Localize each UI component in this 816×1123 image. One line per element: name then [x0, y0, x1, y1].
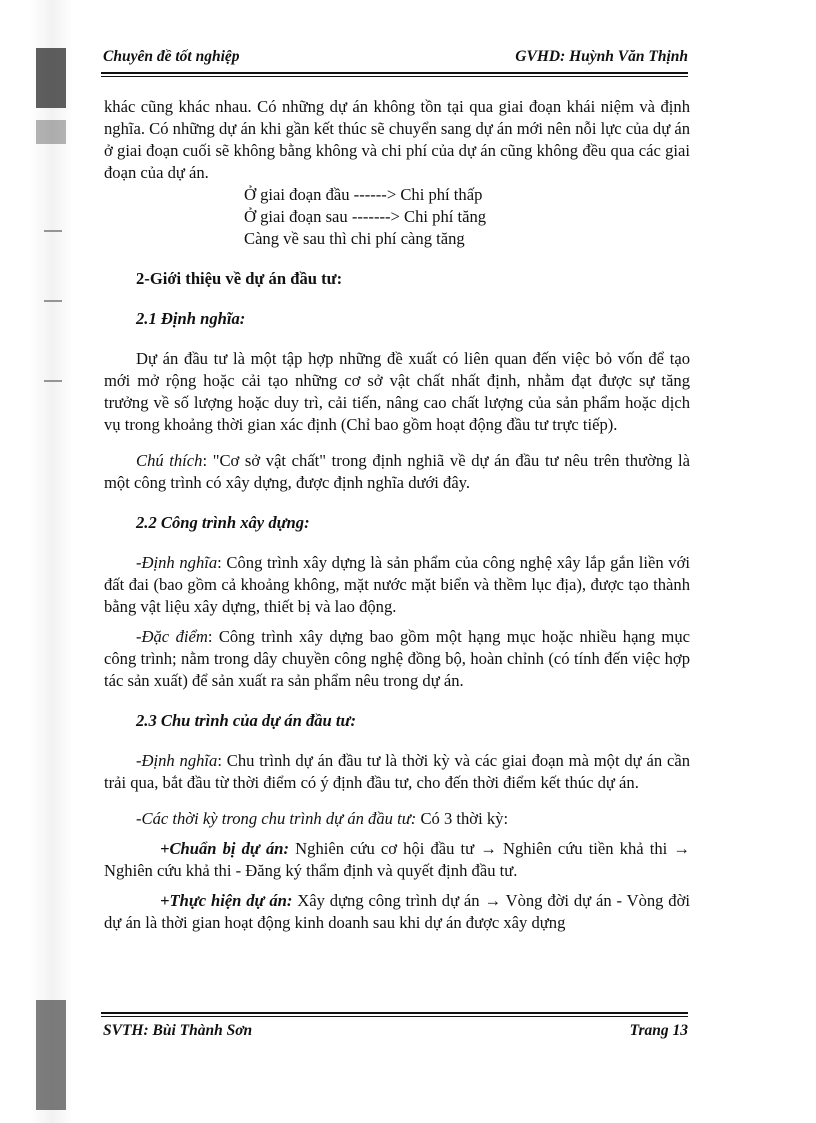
section-heading: 2-Giới thiệu về dự án đầu tư: [136, 269, 343, 288]
footer-student: SVTH: Bùi Thành Sơn [103, 1022, 253, 1039]
scan-artifact [44, 380, 62, 382]
subsection-heading: 2.2 Công trình xây dựng: [136, 513, 310, 532]
cost-line: Ở giai đoạn sau -------> Chi phí tăng [244, 207, 487, 226]
footer-rule-thin [101, 1016, 688, 1017]
scan-artifact [44, 300, 62, 302]
header-title: Chuyên đề tốt nghiệp [103, 48, 240, 65]
page-header [101, 44, 688, 74]
implementation-label: +Thực hiện dự án: [160, 891, 293, 910]
definition-paragraph: Dự án đầu tư là một tập hợp những đề xuất có liên quan đến việc bỏ vốn để tạo mới mở rộng hoặc cải tạo những cơ sở vật chất nhất định, nhằm đạt được sự tăng trưởng về số lượng hoặc duy trì, cải tiến, nâng cao chất lượng của sản phẩm hoặc dịch vụ trong khoảng thời gian xác định (Chỉ bao gồm hoạt động đầu tư trực tiếp). [104, 349, 690, 434]
period-preparation [104, 838, 690, 882]
page-body [104, 96, 690, 934]
definition-label: -Định nghĩa [136, 553, 218, 572]
implementation-text: Xây dựng công trình dự án → Vòng đời dự án - Vòng đời dự án là thời gian hoạt động kinh doanh sau khi dự án được xây dựng [104, 891, 690, 932]
cost-line: Càng về sau thì chi phí càng tăng [244, 229, 465, 248]
periods-label: -Các thời kỳ trong chu trình dự án đầu tư: [136, 809, 417, 828]
scan-artifact [36, 1000, 66, 1110]
page-number: Trang 13 [629, 1022, 688, 1039]
periods-text: Có 3 thời kỳ: [416, 809, 509, 828]
period-implementation [104, 890, 690, 934]
note-label: Chú thích [136, 451, 203, 470]
scan-edge-shadow [0, 0, 74, 1123]
footer-rule [101, 1012, 688, 1014]
page-footer [101, 1022, 688, 1048]
preparation-text: Nghiên cứu cơ hội đầu tư → Nghiên cứu tiền khả thi → Nghiên cứu khả thi - Đăng ký thẩm định và quyết định đầu tư. [104, 839, 690, 880]
features-text: : Công trình xây dựng bao gồm một hạng mục hoặc nhiều hạng mục công trình; nằm trong dây chuyền công nghệ đồng bộ, hoàn chỉnh (có tính đến việc hợp tác sản xuất) để sản xuất ra sản phẩm nêu trong dự án. [104, 627, 691, 690]
intro-paragraph: khác cũng khác nhau. Có những dự án không tồn tại qua giai đoạn khái niệm và định nghĩa. Có những dự án khi gần kết thúc sẽ chuyển sang dự án mới nên nỗi lực của dự án ở giai đoạn cuối sẽ không bằng không và chi phí của dự án cũng không đều qua các giai đoạn của dự án. [104, 97, 690, 182]
header-rule-thin [101, 76, 688, 77]
subsection-heading: 2.3 Chu trình của dự án đầu tư: [136, 711, 356, 730]
note-text: : "Cơ sở vật chất" trong định nghiã về dự án đầu tư nêu trên thường là một công trình có xây dựng, được định nghĩa dưới đây. [104, 451, 691, 492]
scan-artifact [44, 230, 62, 232]
definition-label: -Định nghĩa [136, 751, 218, 770]
scan-artifact [36, 48, 66, 108]
preparation-label: +Chuẩn bị dự án: [160, 839, 290, 858]
definition-text: : Công trình xây dựng là sản phẩm của công nghệ xây lắp gắn liền với đất đai (bao gồm cả khoảng không, mặt nước mặt biển và thềm lục địa), được tạo thành bằng vật liệu xây dựng, thiết bị và lao động. [104, 553, 690, 616]
note-paragraph [104, 450, 690, 494]
subsection-heading: 2.1 Định nghĩa: [136, 309, 246, 328]
header-rule [101, 72, 688, 74]
definition-text: : Chu trình dự án đầu tư là thời kỳ và các giai đoạn mà một dự án cần trải qua, bắt đầu từ thời điểm có ý định đầu tư, cho đến thời điểm kết thúc dự án. [104, 751, 691, 792]
features-label: -Đặc điểm [136, 627, 208, 646]
cycle-periods [104, 808, 690, 830]
cycle-definition [104, 750, 690, 794]
cost-line: Ở giai đoạn đầu ------> Chi phí thấp [244, 185, 483, 204]
construction-features [104, 626, 690, 692]
scan-artifact [36, 120, 66, 144]
construction-definition [104, 552, 690, 618]
header-supervisor: GVHD: Huỳnh Văn Thịnh [515, 48, 688, 65]
